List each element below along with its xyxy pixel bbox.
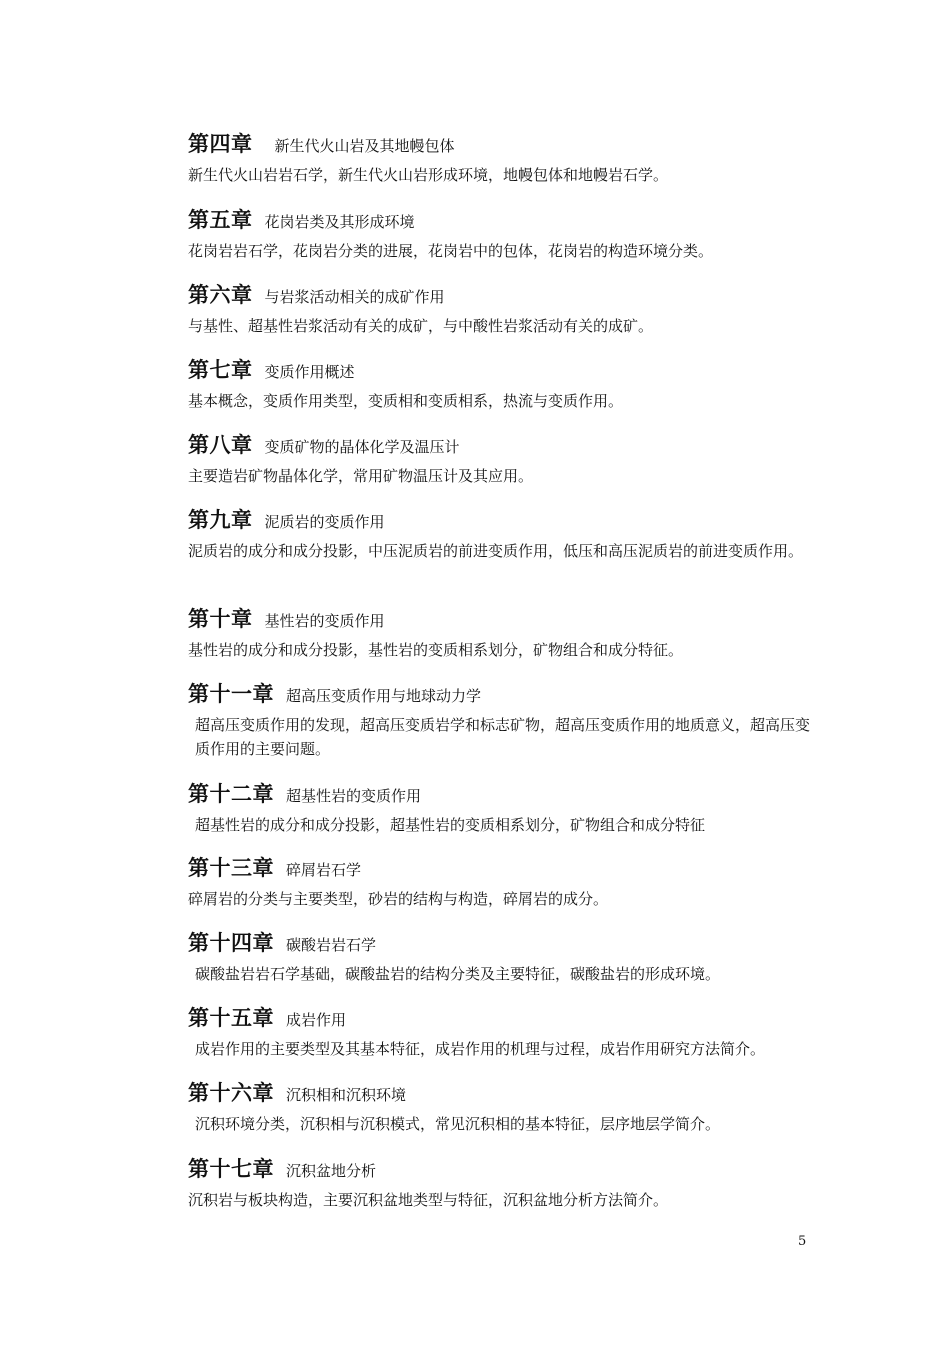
chapter-11 xyxy=(188,678,828,761)
chapter-12 xyxy=(188,778,828,837)
chapter-10 xyxy=(188,603,828,662)
chapter-description: 泥质岩的成分和成分投影，中压泥质岩的前进变质作用，低压和高压泥质岩的前进变质作用。 xyxy=(188,542,804,560)
chapter-heading xyxy=(188,927,828,959)
chapter-number: 第七章 xyxy=(188,358,253,382)
chapter-9 xyxy=(188,504,828,563)
chapter-description: 新生代火山岩岩石学，新生代火山岩形成环境，地幔包体和地幔岩石学。 xyxy=(188,166,669,184)
chapter-title: 超基性岩的变质作用 xyxy=(286,787,422,805)
chapter-title: 花岗岩类及其形成环境 xyxy=(264,213,415,231)
chapter-description: 碎屑岩的分类与主要类型，砂岩的结构与构造，碎屑岩的成分。 xyxy=(188,890,609,908)
chapter-7 xyxy=(188,354,828,413)
chapter-17 xyxy=(188,1153,828,1212)
chapter-description: 与基性、超基性岩浆活动有关的成矿，与中酸性岩浆活动有关的成矿。 xyxy=(188,317,654,335)
chapter-heading xyxy=(188,1002,828,1034)
chapter-13 xyxy=(188,852,828,911)
chapter-heading xyxy=(188,429,828,461)
chapter-number: 第四章 xyxy=(188,132,253,156)
page-number: 5 xyxy=(798,1234,807,1249)
chapter-description: 基本概念，变质作用类型，变质相和变质相系，热流与变质作用。 xyxy=(188,392,624,410)
chapter-title: 成岩作用 xyxy=(286,1011,347,1029)
chapter-description: 主要造岩矿物晶体化学，常用矿物温压计及其应用。 xyxy=(188,467,534,485)
chapter-heading xyxy=(188,603,828,635)
chapter-number: 第五章 xyxy=(188,208,253,232)
chapter-heading xyxy=(188,128,828,160)
chapter-heading xyxy=(188,354,828,386)
chapter-heading xyxy=(188,852,828,884)
chapter-title: 新生代火山岩及其地幔包体 xyxy=(274,137,455,155)
chapter-description: 碳酸盐岩岩石学基础，碳酸盐岩的结构分类及主要特征，碳酸盐岩的形成环境。 xyxy=(195,965,721,983)
chapter-number: 第十三章 xyxy=(188,856,274,880)
chapter-number: 第六章 xyxy=(188,283,253,307)
chapter-number: 第十五章 xyxy=(188,1006,274,1030)
chapter-description: 超高压变质作用的发现，超高压变质岩学和标志矿物，超高压变质作用的地质意义，超高压变质作用的主要问题。 xyxy=(195,716,811,758)
chapter-title: 与岩浆活动相关的成矿作用 xyxy=(264,288,445,306)
chapter-4 xyxy=(188,128,828,187)
chapter-8 xyxy=(188,429,828,488)
chapter-6 xyxy=(188,279,828,338)
chapter-title: 超高压变质作用与地球动力学 xyxy=(286,687,482,705)
chapter-heading xyxy=(188,504,828,536)
chapter-number: 第十六章 xyxy=(188,1081,274,1105)
chapter-description: 花岗岩岩石学，花岗岩分类的进展，花岗岩中的包体，花岗岩的构造环境分类。 xyxy=(188,242,714,260)
chapter-title: 变质矿物的晶体化学及温压计 xyxy=(264,438,460,456)
chapter-title: 沉积相和沉积环境 xyxy=(286,1086,407,1104)
chapter-5 xyxy=(188,204,828,263)
chapter-16 xyxy=(188,1077,828,1136)
chapter-number: 第十章 xyxy=(188,607,253,631)
chapter-description: 沉积岩与板块构造，主要沉积盆地类型与特征，沉积盆地分析方法简介。 xyxy=(188,1191,669,1209)
chapter-description: 超基性岩的成分和成分投影，超基性岩的变质相系划分，矿物组合和成分特征 xyxy=(195,816,706,834)
chapter-15 xyxy=(188,1002,828,1061)
chapter-heading xyxy=(188,1153,828,1185)
chapter-number: 第九章 xyxy=(188,508,253,532)
chapter-description: 成岩作用的主要类型及其基本特征，成岩作用的机理与过程，成岩作用研究方法简介。 xyxy=(195,1040,766,1058)
chapter-title: 碎屑岩石学 xyxy=(286,861,362,879)
chapter-14 xyxy=(188,927,828,986)
chapter-description: 沉积环境分类，沉积相与沉积模式，常见沉积相的基本特征，层序地层学简介。 xyxy=(195,1115,721,1133)
chapter-title: 碳酸岩岩石学 xyxy=(286,936,377,954)
chapter-number: 第十一章 xyxy=(188,682,274,706)
chapter-heading xyxy=(188,678,828,710)
chapter-title: 泥质岩的变质作用 xyxy=(264,513,385,531)
chapter-heading xyxy=(188,279,828,311)
chapter-title: 变质作用概述 xyxy=(264,363,355,381)
chapter-heading xyxy=(188,778,828,810)
chapter-number: 第十二章 xyxy=(188,782,274,806)
chapter-number: 第八章 xyxy=(188,433,253,457)
chapter-heading xyxy=(188,204,828,236)
chapter-heading xyxy=(188,1077,828,1109)
chapter-title: 基性岩的变质作用 xyxy=(264,612,385,630)
chapter-number: 第十七章 xyxy=(188,1157,274,1181)
chapter-description: 基性岩的成分和成分投影，基性岩的变质相系划分，矿物组合和成分特征。 xyxy=(188,641,684,659)
chapter-title: 沉积盆地分析 xyxy=(286,1162,377,1180)
chapter-number: 第十四章 xyxy=(188,931,274,955)
